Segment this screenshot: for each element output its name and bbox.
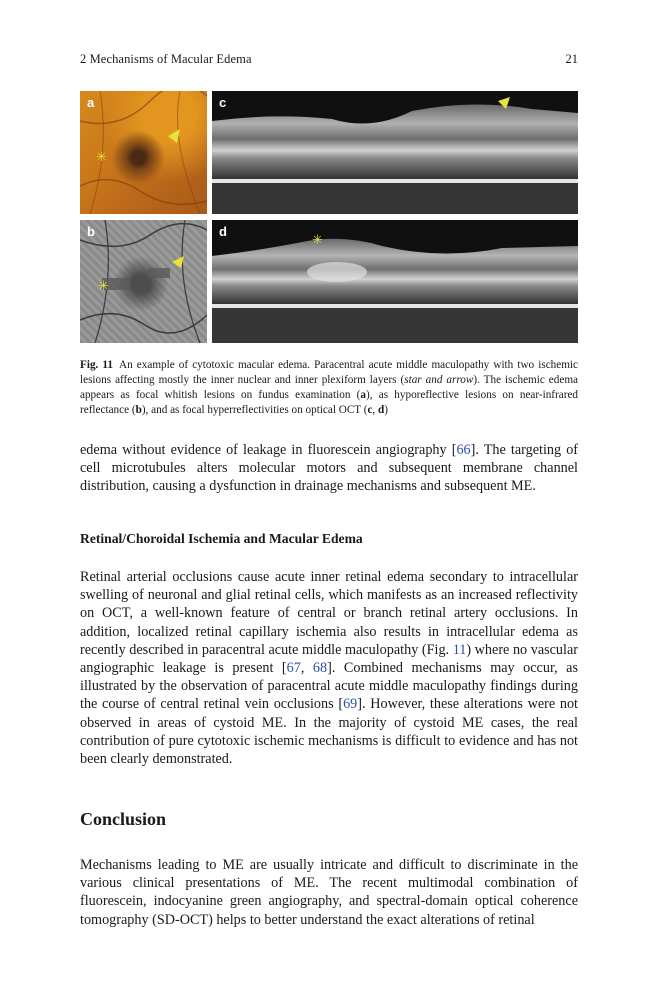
figure-caption xyxy=(80,358,578,418)
chapter-title: 2 Mechanisms of Macular Edema xyxy=(80,52,252,66)
citation-link[interactable]: 67 xyxy=(286,660,301,677)
caption-segment: ) xyxy=(384,404,388,416)
panel-label: d xyxy=(219,224,227,239)
star-marker-icon: ✳ xyxy=(312,232,323,247)
citation-link[interactable]: 11 xyxy=(452,641,467,658)
caption-segment: d xyxy=(378,404,385,416)
near-infrared-panel xyxy=(80,220,207,343)
paragraph-text: Mechanisms leading to ME are usually intricate and difficult to discriminate in the various clinical presentations of ME. The recent multimodal combination of fluorescein, indocyanine green angiography, and spectral-domain optical coherence tomography (SD-OCT) helps to better understand the exact alterations of retinal xyxy=(80,857,578,928)
oct-bscan-c xyxy=(212,91,578,214)
caption-segment: a xyxy=(360,389,366,401)
arrow-marker-icon xyxy=(168,129,180,143)
citation-link[interactable]: 66 xyxy=(456,442,471,458)
section-heading: Conclusion xyxy=(80,809,167,829)
citation-link[interactable]: 69 xyxy=(343,696,358,713)
figure-11 xyxy=(80,91,578,343)
caption-segment: star and arrow xyxy=(404,374,474,386)
paragraph-1 xyxy=(80,441,578,496)
paragraph-text: ) where no vascular angiographic leakage is present [ xyxy=(80,641,578,677)
figure-label: Fig. 11 xyxy=(80,359,114,371)
caption-segment: c xyxy=(367,404,373,416)
paragraph-text: Retinal arterial occlusions cause acute inner retinal edema secondary to intracellular swelling of neuronal and glial retinal cells, which manifests as an increased reflectivity on OCT, a well-known feature of central or branch retinal artery occlusions. In addition, localized retinal capillary ischemia also results in intracellular edema as recently described in paracentral acute middle maculopathy (Fig. xyxy=(80,569,578,658)
subsection-heading: Retinal/Choroidal Ischemia and Macular Edema xyxy=(80,531,363,546)
oct-scan-panel-d xyxy=(212,220,578,343)
caption-segment: ). The ischemic edema appears as focal whitish lesions on fundus examination ( xyxy=(80,374,578,401)
caption-text xyxy=(80,359,578,416)
oct-bscan-d xyxy=(212,220,578,343)
nir-vessels xyxy=(80,220,207,343)
running-head xyxy=(80,52,578,68)
paragraph-text: ]. The targeting of cell microtubules alters molecular motors and subsequent membrane channel distribution, causing a dysfunction in drainage mechanisms and subsequent ME. xyxy=(80,442,579,495)
page-number: 21 xyxy=(565,52,578,66)
star-marker-icon: ✳ xyxy=(98,278,109,293)
caption-segment: ), as hyporeflective lesions on near-infrared reflectance ( xyxy=(80,389,579,416)
paragraph-text: ]. However, these alterations were not observed in areas of cystoid ME. In the majority of cystoid ME cases, the real contribution of pure cytotoxic ischemic mechanisms is difficult to evidence and has not been clearly demonstrated. xyxy=(80,696,579,768)
caption-segment: ), and as focal hyperreflectivities on optical OCT ( xyxy=(141,404,368,416)
caption-segment: An example of cytotoxic macular edema. Paracentral acute middle maculopathy with two ischemic lesions affecting mostly the inner nuclear and inner plexiform layers ( xyxy=(80,359,579,386)
caption-segment: , xyxy=(372,404,379,416)
fundus-vessels xyxy=(80,91,207,214)
citation-link[interactable]: 68 xyxy=(312,660,328,677)
paragraph-text: edema without evidence of leakage in fluorescein angiography [ xyxy=(80,442,457,458)
fundus-photo-panel xyxy=(80,91,207,214)
paragraph-2 xyxy=(80,568,578,768)
panel-label: c xyxy=(219,95,227,110)
panel-label: a xyxy=(87,95,95,110)
caption-segment: b xyxy=(135,404,142,416)
paragraph-3 xyxy=(80,856,578,929)
paragraph-text: ]. Combined mechanisms may occur, as illustrated by the observation of paracentral acute middle maculopathy findings during the course of central retinal vein occlusions [ xyxy=(80,660,578,713)
panel-label: b xyxy=(87,224,95,239)
paragraph-text: , xyxy=(300,660,313,677)
oct-scan-panel-c xyxy=(212,91,578,214)
star-marker-icon: ✳ xyxy=(96,149,107,164)
